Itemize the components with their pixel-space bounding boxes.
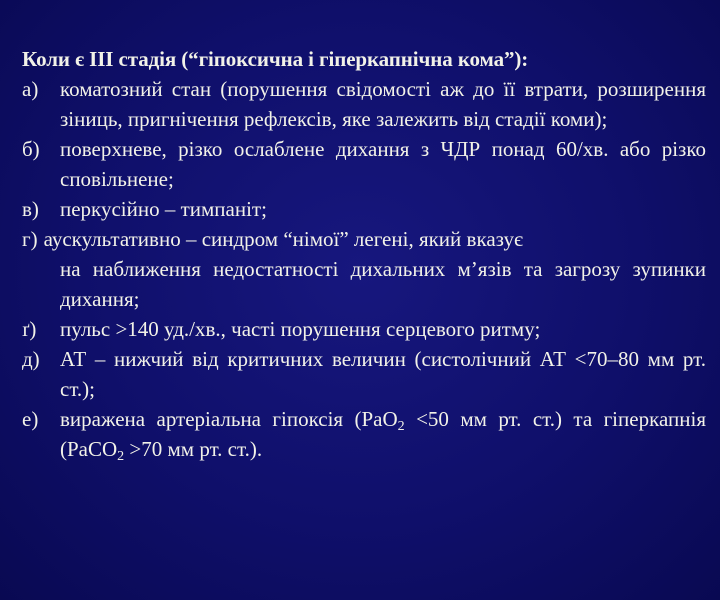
item-marker: б) xyxy=(22,137,40,161)
item-text-first-line: аускультативно – синдром “німої” легені, який вказує xyxy=(43,227,524,251)
item-text: коматозний стан (порушення свідомості аж до її втрати, розширення зіниць, пригнічення рефлексів, яке залежить від стадії коми); xyxy=(60,77,706,131)
subscript: 2 xyxy=(117,449,125,464)
item-marker: е) xyxy=(22,407,39,431)
item-text-part: виражена артеріальна гіпоксія (РаО xyxy=(60,407,398,431)
symptom-list xyxy=(22,74,706,464)
slide-title: Коли є ІІІ стадія (“гіпоксична і гіперкапнічна кома”): xyxy=(22,47,529,71)
item-marker: г) xyxy=(22,227,38,251)
list-item xyxy=(22,74,706,134)
item-marker: в) xyxy=(22,197,39,221)
item-text: АТ – нижчий від критичних величин (систолічний АТ <70–80 мм рт. ст.); xyxy=(60,347,706,401)
list-item xyxy=(22,404,706,464)
item-text xyxy=(60,404,706,464)
item-text: поверхневе, різко ослаблене дихання з ЧДР понад 60/хв. або різко сповільнене; xyxy=(60,137,706,191)
list-item xyxy=(22,344,706,404)
item-marker: ґ) xyxy=(22,317,37,341)
subscript: 2 xyxy=(397,419,405,434)
item-marker: а) xyxy=(22,77,39,101)
list-item xyxy=(22,194,706,224)
list-item xyxy=(22,224,706,314)
item-text-part: >70 мм рт. ст.). xyxy=(124,437,263,461)
item-text-part: <50 мм рт. ст.) та гіперкапнія (РаСО xyxy=(60,407,706,461)
list-item xyxy=(22,314,706,344)
list-item xyxy=(22,134,706,194)
item-marker: д) xyxy=(22,347,40,371)
item-text-continuation: на наближення недостатності дихальних м’язів та загрозу зупинки дихання; xyxy=(60,257,706,311)
item-text: перкусійно – тимпаніт; xyxy=(60,197,267,221)
item-text: пульс >140 уд./хв., часті порушення серцевого ритму; xyxy=(60,317,541,341)
